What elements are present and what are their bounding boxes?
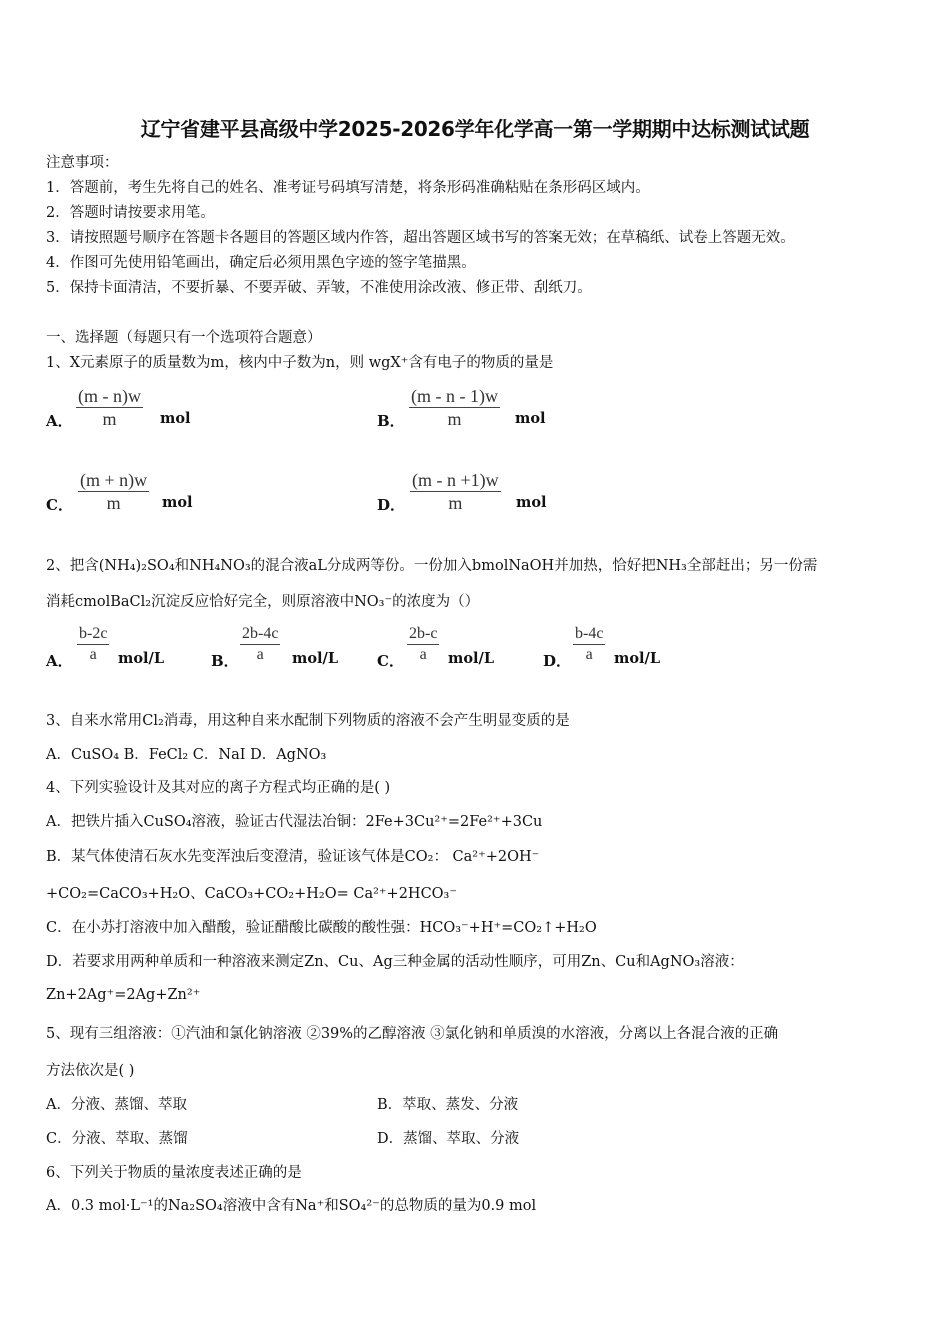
q6-option-a: A．0.3 mol·L⁻¹的Na₂SO₄溶液中含有Na⁺和SO₄²⁻的总物质的量为0.9 mol [46,1198,537,1214]
denominator: a [419,646,427,663]
q2-option-a-unit: mol/L [118,650,165,667]
q2-option-b-label: B． [211,652,239,670]
q2-option-c-unit: mol/L [448,650,495,667]
q1-option-b-unit: mol [515,410,546,427]
page-title: 辽宁省建平县高级中学2025-2026学年化学高一第一学期期中达标测试试题 [140,117,810,141]
q4-option-d: D．若要求用两种单质和一种溶液来测定Zn、Cu、Ag三种金属的活动性顺序，可用Zn、Cu和AgNO₃溶液： [46,954,744,970]
q5-option-a: A．分液、蒸馏、萃取 [46,1097,187,1113]
question-3-stem: 3、自来水常用Cl₂消毒，用这种自来水配制下列物质的溶液不会产生明显变质的是 [46,713,570,729]
q1-option-a-label: A． [46,412,73,430]
q4-option-c: C．在小苏打溶液中加入醋酸，验证醋酸比碳酸的酸性强：HCO₃⁻+H⁺=CO₂↑+H₂O [46,920,597,936]
question-6-stem: 6、下列关于物质的量浓度表述正确的是 [46,1165,302,1181]
question-5-stem-cont: 方法依次是( ) [46,1063,135,1079]
q1-option-b-fraction [409,385,500,430]
q4-option-d-cont: Zn+2Ag⁺=2Ag+Zn²⁺ [46,987,201,1003]
q1-option-d-unit: mol [516,494,547,511]
q1-option-a-fraction [76,385,143,430]
q2-option-a-label: A． [46,652,73,670]
q1-option-a-unit: mol [160,410,191,427]
numerator: (m - n)w [78,386,141,406]
notice-item: 1．答题前，考生先将自己的姓名、准考证号码填写清楚，将条形码准确粘贴在条形码区域内。 [46,180,650,196]
q5-option-b: B．萃取、蒸发、分液 [377,1097,519,1113]
denominator: a [585,646,593,663]
notice-item: 4．作图可先使用铅笔画出，确定后必须用黑色字迹的签字笔描黑。 [46,255,476,271]
q2-option-b-unit: mol/L [292,650,339,667]
question-4-stem: 4、下列实验设计及其对应的离子方程式均正确的是( ) [46,780,391,796]
q2-option-d-label: D． [543,652,572,670]
numerator: b-4c [575,625,604,642]
q2-option-c-fraction [407,624,439,665]
numerator: (m - n - 1)w [411,386,498,406]
denominator: m [102,409,117,429]
section-heading: 一、选择题（每题只有一个选项符合题意） [46,330,322,346]
numerator: 2b-4c [242,625,279,642]
question-2-stem-cont: 消耗cmolBaCl₂沉淀反应恰好完全，则原溶液中NO₃⁻的浓度为（） [46,594,480,610]
q2-option-d-fraction [573,624,605,665]
notice-item: 5．保持卡面清洁，不要折暴、不要弄破、弄皱，不准使用涂改液、修正带、刮纸刀。 [46,280,592,296]
denominator: a [256,646,264,663]
q1-option-d-fraction [410,469,501,514]
q1-option-b-label: B． [377,412,405,430]
q2-option-b-fraction [240,624,280,665]
denominator: m [106,493,121,513]
q1-option-c-unit: mol [162,494,193,511]
q5-option-c: C．分液、萃取、蒸馏 [46,1131,188,1147]
q1-option-c-label: C． [46,496,73,514]
question-3-options: A．CuSO₄ B．FeCl₂ C．NaI D．AgNO₃ [46,747,327,763]
numerator: (m - n +1)w [412,470,499,490]
q2-option-c-label: C． [377,652,404,670]
question-5-stem: 5、现有三组溶液：①汽油和氯化钠溶液 ②39%的乙醇溶液 ③氯化钠和单质溴的水溶液，分离以上各混合液的正确 [46,1026,779,1042]
notice-item: 3．请按照题号顺序在答题卡各题目的答题区域内作答，超出答题区域书写的答案无效；在草稿纸、试卷上答题无效。 [46,230,795,246]
q2-option-a-fraction [77,624,109,665]
q2-option-d-unit: mol/L [614,650,661,667]
denominator: m [448,493,463,513]
question-2-stem: 2、把含(NH₄)₂SO₄和NH₄NO₃的混合液aL分成两等份。一份加入bmolNaOH并加热，恰好把NH₃全部赶出；另一份需 [46,558,818,574]
numerator: (m + n)w [80,470,148,490]
question-1-stem: 1、X元素原子的质量数为m，核内中子数为n，则 wgX⁺含有电子的物质的量是 [46,355,554,371]
notice-heading: 注意事项： [46,155,119,171]
notice-item: 2．答题时请按要求用笔。 [46,205,215,221]
denominator: m [447,409,462,429]
q4-option-b: B．某气体使清石灰水先变浑浊后变澄清，验证该气体是CO₂： Ca²⁺+2OH⁻ [46,849,540,865]
numerator: 2b-c [409,625,438,642]
q4-option-b-cont: +CO₂=CaCO₃+H₂O、CaCO₃+CO₂+H₂O= Ca²⁺+2HCO₃⁻ [46,886,458,902]
numerator: b-2c [79,625,108,642]
denominator: a [89,646,97,663]
q1-option-d-label: D． [377,496,406,514]
q4-option-a: A．把铁片插入CuSO₄溶液，验证古代湿法冶铜：2Fe+3Cu²⁺=2Fe²⁺+3Cu [46,814,543,830]
q1-option-c-fraction [78,469,149,514]
q5-option-d: D．蒸馏、萃取、分液 [377,1131,520,1147]
